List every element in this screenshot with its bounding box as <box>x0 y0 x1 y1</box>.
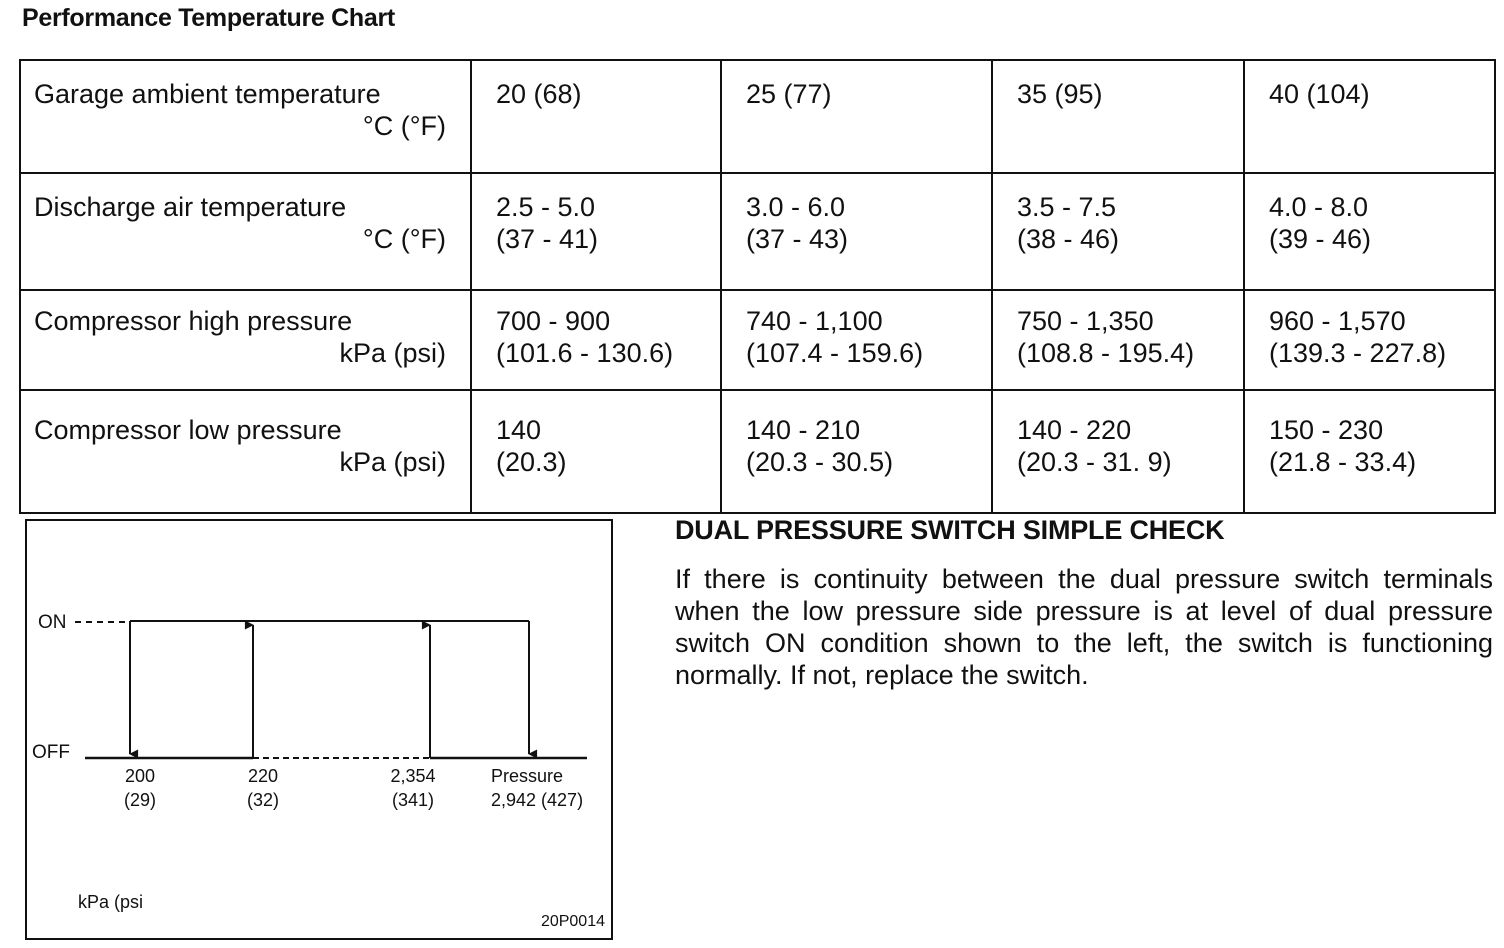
table-cell: 700 - 900 (101.6 - 130.6) <box>471 290 721 390</box>
table-cell: 3.5 - 7.5 (38 - 46) <box>992 173 1244 290</box>
table-cell: 150 - 230 (21.8 - 33.4) <box>1244 390 1495 513</box>
table-cell: 2.5 - 5.0 (37 - 41) <box>471 173 721 290</box>
page-title: Performance Temperature Chart <box>22 4 395 32</box>
row-unit: kPa (psi) <box>339 447 446 477</box>
table-cell: 20 (68) <box>471 60 721 173</box>
table-cell: 25 (77) <box>721 60 992 173</box>
table-cell: 4.0 - 8.0 (39 - 46) <box>1244 173 1495 290</box>
table-cell: 960 - 1,570 (139.3 - 227.8) <box>1244 290 1495 390</box>
tick-label-kpa: 220 <box>247 766 279 786</box>
row-unit: kPa (psi) <box>339 338 446 368</box>
row-header <box>20 60 471 173</box>
tick-label-kpa: 200 <box>124 766 156 786</box>
table-cell: 140 - 220 (20.3 - 31. 9) <box>992 390 1244 513</box>
row-unit: °C (°F) <box>362 111 446 141</box>
tick-label-kpa: 2,354 <box>390 766 436 786</box>
row-header <box>20 290 471 390</box>
row-label: Compressor low pressure <box>34 415 342 445</box>
on-label: ON <box>38 612 67 633</box>
switch-hysteresis-figure <box>27 521 611 938</box>
row-unit: °C (°F) <box>362 224 446 254</box>
off-label: OFF <box>32 742 70 763</box>
table-cell: 140 - 210 (20.3 - 30.5) <box>721 390 992 513</box>
table-cell: 40 (104) <box>1244 60 1495 173</box>
tick-label-kpa: Pressure <box>491 766 564 786</box>
tick-label-psi: (29) <box>123 790 157 810</box>
row-header <box>20 390 471 513</box>
tick-label-psi: (341) <box>391 790 435 810</box>
table-cell: 140 (20.3) <box>471 390 721 513</box>
check-instructions: If there is continuity between the dual pressure switch terminals when the low pressure side pressure is at level of dual pressure switch ON condition shown to the left, the switch is functioning normally. If not, replace the switch. <box>675 564 1493 690</box>
check-heading: DUAL PRESSURE SWITCH SIMPLE CHECK <box>675 515 1225 545</box>
tick-label-psi: (32) <box>246 790 280 810</box>
table-row <box>20 60 1495 173</box>
table-row <box>20 290 1495 390</box>
table-cell: 750 - 1,350 (108.8 - 195.4) <box>992 290 1244 390</box>
tick-label-psi: 2,942 (427) <box>491 790 584 810</box>
row-label: Compressor high pressure <box>34 306 353 336</box>
performance-temperature-table <box>19 59 1496 514</box>
table-row <box>20 390 1495 513</box>
row-header <box>20 173 471 290</box>
row-label: Discharge air temperature <box>34 192 347 222</box>
table-cell: 35 (95) <box>992 60 1244 173</box>
table-cell: 3.0 - 6.0 (37 - 43) <box>721 173 992 290</box>
row-label: Garage ambient temperature <box>34 79 381 109</box>
table-row <box>20 173 1495 290</box>
figure-id: 20P0014 <box>540 913 605 930</box>
pressure-switch-diagram <box>25 519 613 940</box>
unit-label: kPa (psi <box>78 892 144 912</box>
table-cell: 740 - 1,100 (107.4 - 159.6) <box>721 290 992 390</box>
